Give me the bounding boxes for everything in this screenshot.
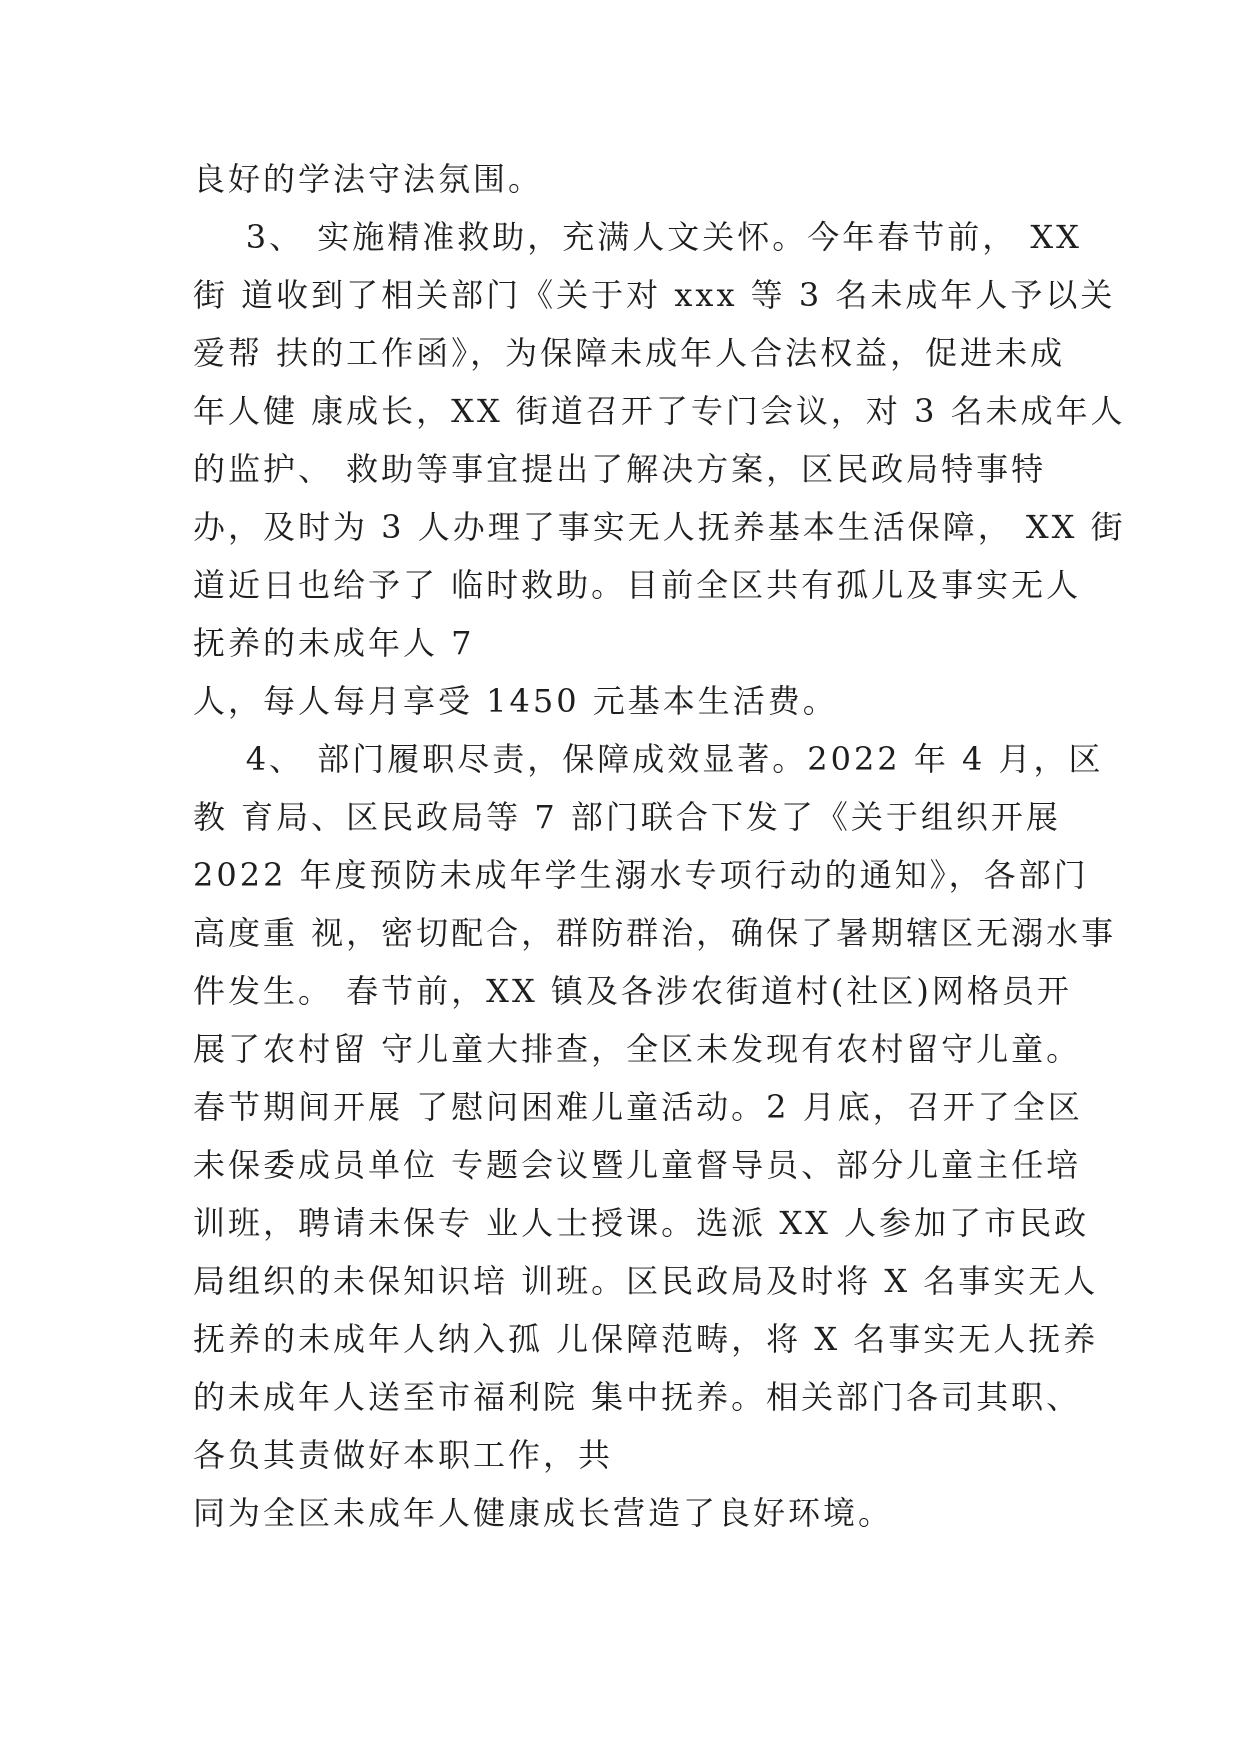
text-line: 年人健 康成长，XX 街道召开了专门会议，对 3 名未成年人 [193, 392, 1126, 430]
text-line: 道近日也给予了 临时救助。目前全区共有孤儿及事实无人 [193, 566, 1082, 604]
text-line: 训班，聘请未保专 业人士授课。选派 XX 人参加了市民政 [193, 1204, 1090, 1242]
text-line: 同为全区未成年人健康成长营造了良好环境。 [193, 1494, 894, 1532]
text-line: 高度重 视，密切配合，群防群治，确保了暑期辖区无溺水事 [193, 914, 1117, 952]
text-line: 春节期间开展 了慰问困难儿童活动。2 月底，召开了全区 [193, 1088, 1083, 1126]
text-line: 办，及时为 3 人办理了事实无人抚养基本生活保障， XX 街 [193, 508, 1126, 546]
text-line: 4、 部门履职尽责，保障成效显著。2022 年 4 月，区 [193, 740, 1104, 778]
text-line: 抚养的未成年人 7 [193, 624, 475, 662]
text-line: 街 道收到了相关部门《关于对 xxx 等 3 名未成年人予以关 [193, 276, 1116, 314]
text-line: 未保委成员单位 专题会议暨儿童督导员、部分儿童主任培 [193, 1146, 1082, 1184]
text-line: 教 育局、区民政局等 7 部门联合下发了《关于组织开展 [193, 798, 1061, 836]
text-line: 各负其责做好本职工作，共 [193, 1436, 614, 1474]
text-line: 件发生。 春节前，XX 镇及各涉农街道村(社区)网格员开 [193, 972, 1072, 1010]
text-line: 的未成年人送至市福利院 集中抚养。相关部门各司其职、 [193, 1378, 1082, 1416]
text-line: 3、 实施精准救助，充满人文关怀。今年春节前， XX [193, 218, 1082, 256]
text-line: 爱帮 扶的工作函》，为保障未成年人合法权益，促进未成 [193, 334, 1066, 372]
text-line: 展了农村留 守儿童大排查，全区未发现有农村留守儿童。 [193, 1030, 1082, 1068]
text-line: 抚养的未成年人纳入孤 儿保障范畴，将 X 名事实无人抚养 [193, 1320, 1099, 1358]
text-line: 良好的学法守法氛围。 [193, 160, 544, 198]
body-text [193, 150, 1126, 1542]
text-line: 局组织的未保知识培 训班。区民政局及时将 X 名事实无人 [193, 1262, 1099, 1300]
text-line: 2022 年度预防未成年学生溺水专项行动的通知》，各部门 [193, 856, 1089, 894]
text-line: 人，每人每月享受 1450 元基本生活费。 [193, 682, 838, 720]
text-line: 的监护、 救助等事宜提出了解决方案，区民政局特事特 [193, 450, 1047, 488]
